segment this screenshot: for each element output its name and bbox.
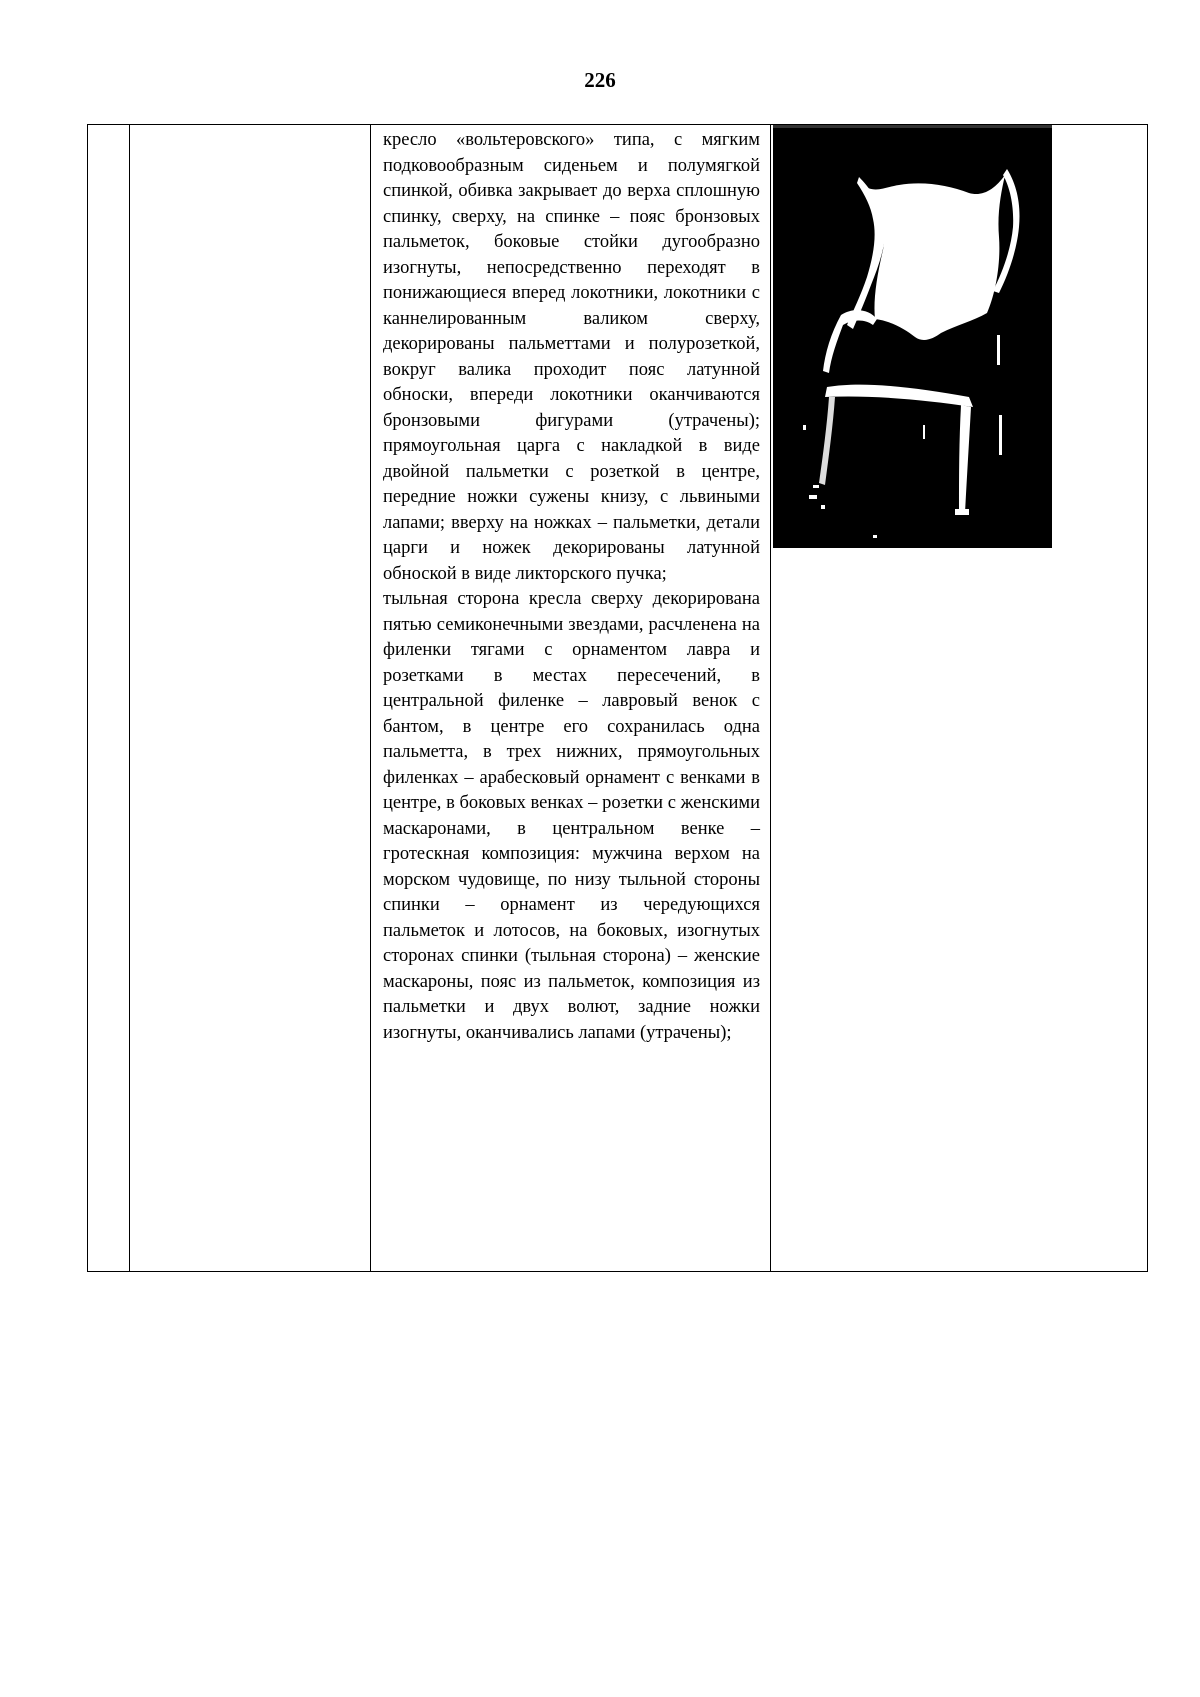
armchair-image — [773, 125, 1052, 548]
row-name-cell — [131, 125, 370, 1271]
inventory-table — [87, 124, 1148, 1272]
row-number-cell — [88, 125, 129, 1271]
description-paragraph-back: тыльная сторона кресла сверху декорирована пятью семиконечными звездами, расчленена на филенки тягами с орнаментом лавра и розетками в местах пересечений, в центральной филенке – лавровый венок с бантом, в центре его сохранилась одна пальметта, в трех нижних, прямоугольных филенках – арабесковый орнамент с венками в центре, в боковых венках – розетки с женскими маскаронами, в центральном венке – гротескная композиция: мужчина верхом на морском чудовище, по низу тыльной стороны спинки – орнамент из чередующихся пальметок и лотосов, на боковых, изогнутых сторонах спинки (тыльная сторона) – женские маскароны, пояс из пальметок, композиция из пальметки и двух волют, задние ножки изогнуты, оканчивались лапами (утрачены); — [383, 589, 760, 1043]
column-divider — [129, 125, 130, 1271]
description-cell — [371, 125, 770, 1271]
column-divider — [770, 125, 771, 1271]
armchair-photo — [773, 125, 1052, 548]
description-paragraph-front: кресло «вольтеровского» типа, с мягким подковообразным сиденьем и полумягкой спинкой, обивка закрывает до верха сплошную спинку, сверху, на спинке – пояс бронзовых пальметок, боковые стойки дугообразно изогнуты, непосредственно переходят в понижающиеся вперед локотники, локотники с каннелированным валиком сверху, декорированы пальметтами и полурозеткой, вокруг валика проходит пояс латунной обноски, впереди локотники оканчиваются бронзовыми фигурами (утрачены); прямоугольная царга с накладкой в виде двойной пальметки с розеткой в центре, передние ножки сужены книзу, с львиными лапами; вверху на ножках – пальметки, детали царги и ножек декорированы латунной обноской в виде ликторского пучка; — [383, 130, 760, 584]
page-number: 226 — [584, 68, 616, 92]
